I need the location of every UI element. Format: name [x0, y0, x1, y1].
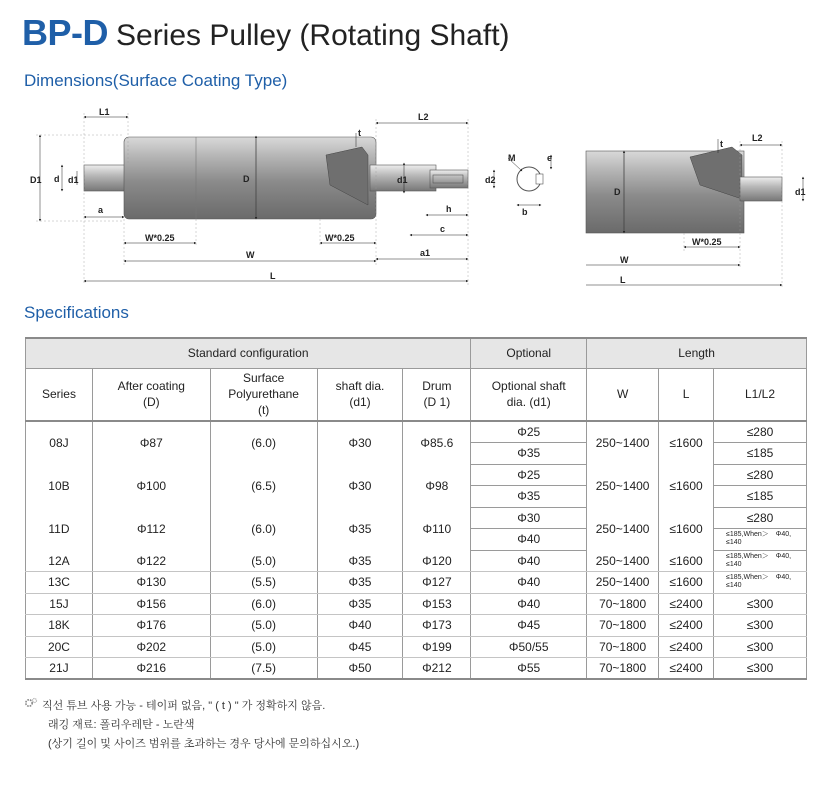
series-name: Series Pulley (Rotating Shaft)	[116, 19, 510, 52]
page-title	[22, 12, 510, 56]
cell-W: 250~1400	[587, 572, 659, 594]
header-optional: Optional	[471, 338, 587, 368]
label-d1-end: d1	[795, 187, 806, 197]
cell-coating: Φ100	[92, 464, 210, 507]
cell-L1L2: ≤185,When＞ Φ40, ≤140	[714, 572, 807, 594]
cell-coating: Φ176	[92, 615, 210, 637]
dimension-drawing	[0, 95, 834, 300]
cell-surface: (6.0)	[210, 593, 317, 615]
cell-optional-shaft: Φ50/55	[471, 636, 587, 658]
cell-optional-shaft: Φ40	[471, 572, 587, 594]
label-a: a	[98, 205, 104, 215]
specifications-table	[25, 337, 807, 680]
cell-series: 08J	[26, 421, 93, 464]
cell-optional-shaft: Φ40	[471, 593, 587, 615]
cell-drum: Φ199	[403, 636, 471, 658]
table-row	[26, 464, 807, 486]
label-b: b	[522, 207, 528, 217]
label-c: c	[440, 224, 446, 234]
cell-optional-shaft: Φ30	[471, 507, 587, 529]
cell-L1L2: ≤300	[714, 658, 807, 680]
cell-surface: (6.0)	[210, 507, 317, 550]
cell-L: ≤1600	[659, 550, 714, 572]
cell-drum: Φ173	[403, 615, 471, 637]
cell-shaft: Φ50	[317, 658, 403, 680]
cell-L1L2: ≤185	[714, 443, 807, 465]
cell-L: ≤1600	[659, 572, 714, 594]
note-2: 래깅 재료: 폴리우레탄 - 노란색	[48, 719, 195, 731]
cell-optional-shaft: Φ35	[471, 443, 587, 465]
cell-coating: Φ156	[92, 593, 210, 615]
cell-coating: Φ202	[92, 636, 210, 658]
label-L2: L2	[418, 112, 429, 122]
header-standard: Standard configuration	[26, 338, 471, 368]
gear-icon	[24, 697, 38, 716]
cell-series: 21J	[26, 658, 93, 680]
cell-L: ≤2400	[659, 636, 714, 658]
pulley-end-view	[586, 133, 806, 289]
cell-L1L2: ≤185	[714, 486, 807, 508]
cell-coating: Φ112	[92, 507, 210, 550]
cell-shaft: Φ35	[317, 550, 403, 572]
label-h: h	[446, 204, 452, 214]
cell-W: 250~1400	[587, 550, 659, 572]
label-D: D	[243, 174, 250, 184]
cell-W: 70~1800	[587, 636, 659, 658]
cell-drum: Φ153	[403, 593, 471, 615]
pulley-side-view	[30, 107, 496, 285]
label-W: W	[246, 250, 255, 260]
dimensions-heading: Dimensions(Surface Coating Type)	[24, 71, 288, 90]
cell-coating: Φ130	[92, 572, 210, 594]
col-surface: Surface Polyurethane (t)	[210, 368, 317, 421]
cell-optional-shaft: Φ40	[471, 529, 587, 551]
cell-L1L2: ≤185,When＞ Φ40, ≤140	[714, 529, 807, 551]
specifications-body	[26, 421, 807, 679]
cell-coating: Φ87	[92, 421, 210, 464]
specifications-heading: Specifications	[24, 303, 129, 322]
label-a1: a1	[420, 248, 431, 258]
cell-optional-shaft: Φ25	[471, 421, 587, 443]
cell-L1L2: ≤300	[714, 636, 807, 658]
cell-surface: (6.0)	[210, 421, 317, 464]
label-W-end: W	[620, 255, 629, 265]
label-e: e	[547, 153, 553, 163]
col-L1L2: L1/L2	[714, 368, 807, 421]
table-row	[26, 593, 807, 615]
table-row	[26, 421, 807, 443]
cell-series: 11D	[26, 507, 93, 550]
col-series: Series	[26, 368, 93, 421]
col-W: W	[587, 368, 659, 421]
cell-L1L2: ≤300	[714, 615, 807, 637]
label-d1-right: d1	[397, 175, 408, 185]
label-W025-end: W*0.25	[692, 237, 722, 247]
cell-L1L2: ≤280	[714, 507, 807, 529]
cell-L1L2: ≤280	[714, 464, 807, 486]
cell-shaft: Φ45	[317, 636, 403, 658]
cell-W: 70~1800	[587, 615, 659, 637]
table-row	[26, 615, 807, 637]
label-D-right: D	[614, 187, 621, 197]
header-length: Length	[587, 338, 807, 368]
cell-surface: (7.5)	[210, 658, 317, 680]
col-L: L	[659, 368, 714, 421]
cell-optional-shaft: Φ40	[471, 550, 587, 572]
label-W025-left: W*0.25	[145, 233, 175, 243]
cell-L: ≤2400	[659, 615, 714, 637]
table-row	[26, 658, 807, 680]
cell-series: 18K	[26, 615, 93, 637]
cell-series: 20C	[26, 636, 93, 658]
cell-shaft: Φ35	[317, 572, 403, 594]
cell-L1L2: ≤300	[714, 593, 807, 615]
cell-optional-shaft: Φ35	[471, 486, 587, 508]
cell-coating: Φ122	[92, 550, 210, 572]
cell-L: ≤2400	[659, 593, 714, 615]
cell-L1L2: ≤280	[714, 421, 807, 443]
cell-surface: (5.0)	[210, 615, 317, 637]
cell-drum: Φ110	[403, 507, 471, 550]
label-t-right: t	[720, 139, 723, 149]
series-code: BP-D	[22, 12, 108, 53]
label-t: t	[358, 128, 361, 138]
label-d1: d1	[68, 175, 79, 185]
label-d2: d2	[485, 175, 496, 185]
cell-optional-shaft: Φ55	[471, 658, 587, 680]
table-row	[26, 572, 807, 594]
cell-drum: Φ98	[403, 464, 471, 507]
col-shaft: shaft dia. (d1)	[317, 368, 403, 421]
cell-shaft: Φ35	[317, 507, 403, 550]
col-coating: After coating (D)	[92, 368, 210, 421]
cell-shaft: Φ35	[317, 593, 403, 615]
label-W025-right: W*0.25	[325, 233, 355, 243]
cell-surface: (5.5)	[210, 572, 317, 594]
cell-surface: (5.0)	[210, 636, 317, 658]
cell-L: ≤1600	[659, 421, 714, 464]
label-L: L	[270, 271, 276, 281]
cell-series: 13C	[26, 572, 93, 594]
label-L1: L1	[99, 107, 110, 117]
notes	[24, 697, 359, 754]
cell-W: 250~1400	[587, 464, 659, 507]
cell-series: 15J	[26, 593, 93, 615]
cell-L: ≤2400	[659, 658, 714, 680]
note-1: 직선 튜브 사용 가능 - 테이퍼 없음, " ( t ) " 가 정확하지 않음.	[42, 700, 326, 712]
table-row	[26, 507, 807, 529]
cell-coating: Φ216	[92, 658, 210, 680]
cell-shaft: Φ40	[317, 615, 403, 637]
cell-surface: (5.0)	[210, 550, 317, 572]
cell-L: ≤1600	[659, 507, 714, 550]
cell-W: 250~1400	[587, 507, 659, 550]
cell-series: 10B	[26, 464, 93, 507]
col-drum: Drum (D 1)	[403, 368, 471, 421]
col-optional-shaft: Optional shaft dia. (d1)	[471, 368, 587, 421]
cell-L1L2: ≤185,When＞ Φ40, ≤140	[714, 550, 807, 572]
keyway-section	[508, 153, 552, 217]
cell-W: 70~1800	[587, 658, 659, 680]
cell-shaft: Φ30	[317, 421, 403, 464]
label-L-end: L	[620, 275, 626, 285]
cell-optional-shaft: Φ45	[471, 615, 587, 637]
cell-drum: Φ120	[403, 550, 471, 572]
cell-series: 12A	[26, 550, 93, 572]
cell-shaft: Φ30	[317, 464, 403, 507]
cell-W: 70~1800	[587, 593, 659, 615]
cell-optional-shaft: Φ25	[471, 464, 587, 486]
table-row	[26, 636, 807, 658]
cell-drum: Φ85.6	[403, 421, 471, 464]
label-L2-right: L2	[752, 133, 763, 143]
label-D1: D1	[30, 175, 42, 185]
cell-drum: Φ212	[403, 658, 471, 680]
label-d: d	[54, 174, 60, 184]
cell-surface: (6.5)	[210, 464, 317, 507]
label-M: M	[508, 153, 516, 163]
cell-W: 250~1400	[587, 421, 659, 464]
note-3: (상기 길이 및 사이즈 범위를 초과하는 경우 당사에 문의하십시오.)	[48, 738, 360, 750]
cell-L: ≤1600	[659, 464, 714, 507]
cell-drum: Φ127	[403, 572, 471, 594]
table-row	[26, 550, 807, 572]
